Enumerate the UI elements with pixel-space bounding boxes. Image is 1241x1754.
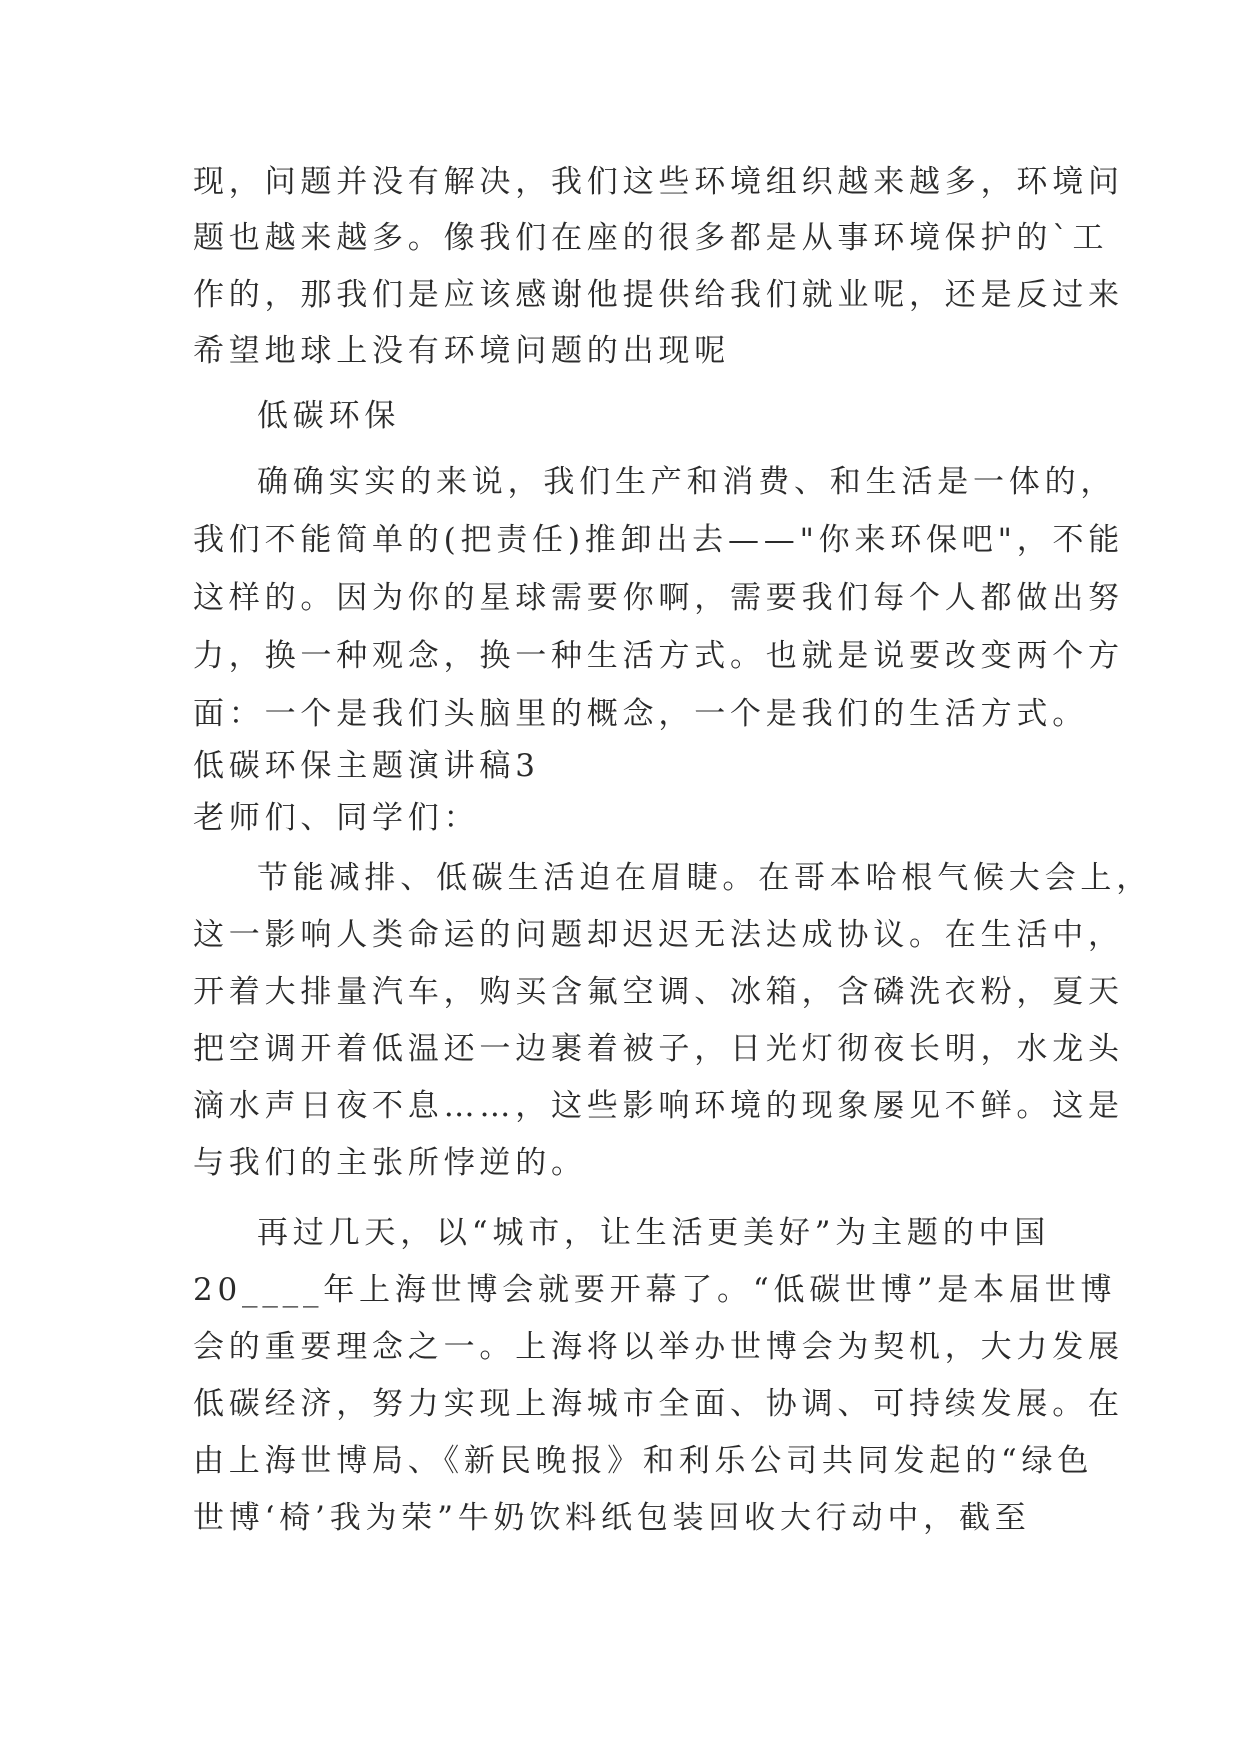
text-line: 会的重要理念之一。上海将以举办世博会为契机，大力发展 [193,1329,1124,1365]
text-line: 与我们的主张所悖逆的。 [193,1145,587,1181]
text-line: 节能减排、低碳生活迫在眉睫。在哥本哈根气候大会上， [257,860,1152,896]
text-line: 把空调开着低温还一边裹着被子，日光灯彻夜长明，水龙头 [193,1031,1124,1067]
section-heading: 低碳环保 [257,398,401,434]
text-line: 滴水声日夜不息……，这些影响环境的现象屡见不鲜。这是 [193,1088,1124,1124]
text-line: 低碳经济，努力实现上海城市全面、协调、可持续发展。在 [193,1386,1124,1422]
text-line: 希望地球上没有环境问题的出现呢 [193,333,730,369]
text-line: 这样的。因为你的星球需要你啊，需要我们每个人都做出努 [193,580,1124,616]
text-line: 20____年上海世博会就要开幕了。“低碳世博”是本届世博 [193,1272,1117,1308]
text-line: 面：一个是我们头脑里的概念，一个是我们的生活方式。 [193,696,1088,732]
text-line: 确确实实的来说，我们生产和消费、和生活是一体的， [257,464,1117,500]
text-line: 开着大排量汽车，购买含氟空调、冰箱，含磷洗衣粉，夏天 [193,974,1124,1010]
salutation: 老师们、同学们： [193,800,480,836]
document-title: 低碳环保主题演讲稿3 [193,748,540,784]
text-line: 世博‘椅’我为荣”牛奶饮料纸包装回收大行动中，截至 [193,1500,1031,1536]
text-line: 题也越来越多。像我们在座的很多都是从事环境保护的`工 [193,220,1109,256]
text-line: 我们不能简单的(把责任)推卸出去——"你来环保吧"，不能 [193,522,1125,558]
text-line: 由上海世博局、《新民晚报》和利乐公司共同发起的“绿色 [193,1443,1094,1479]
text-line: 作的，那我们是应该感谢他提供给我们就业呢，还是反过来 [193,277,1124,313]
text-line: 现，问题并没有解决，我们这些环境组织越来越多，环境问 [193,164,1124,200]
text-line: 再过几天，以“城市，让生活更美好”为主题的中国 [257,1215,1051,1251]
text-line: 力，换一种观念，换一种生活方式。也就是说要改变两个方 [193,638,1124,674]
text-line: 这一影响人类命运的问题却迟迟无法达成协议。在生活中， [193,917,1124,953]
